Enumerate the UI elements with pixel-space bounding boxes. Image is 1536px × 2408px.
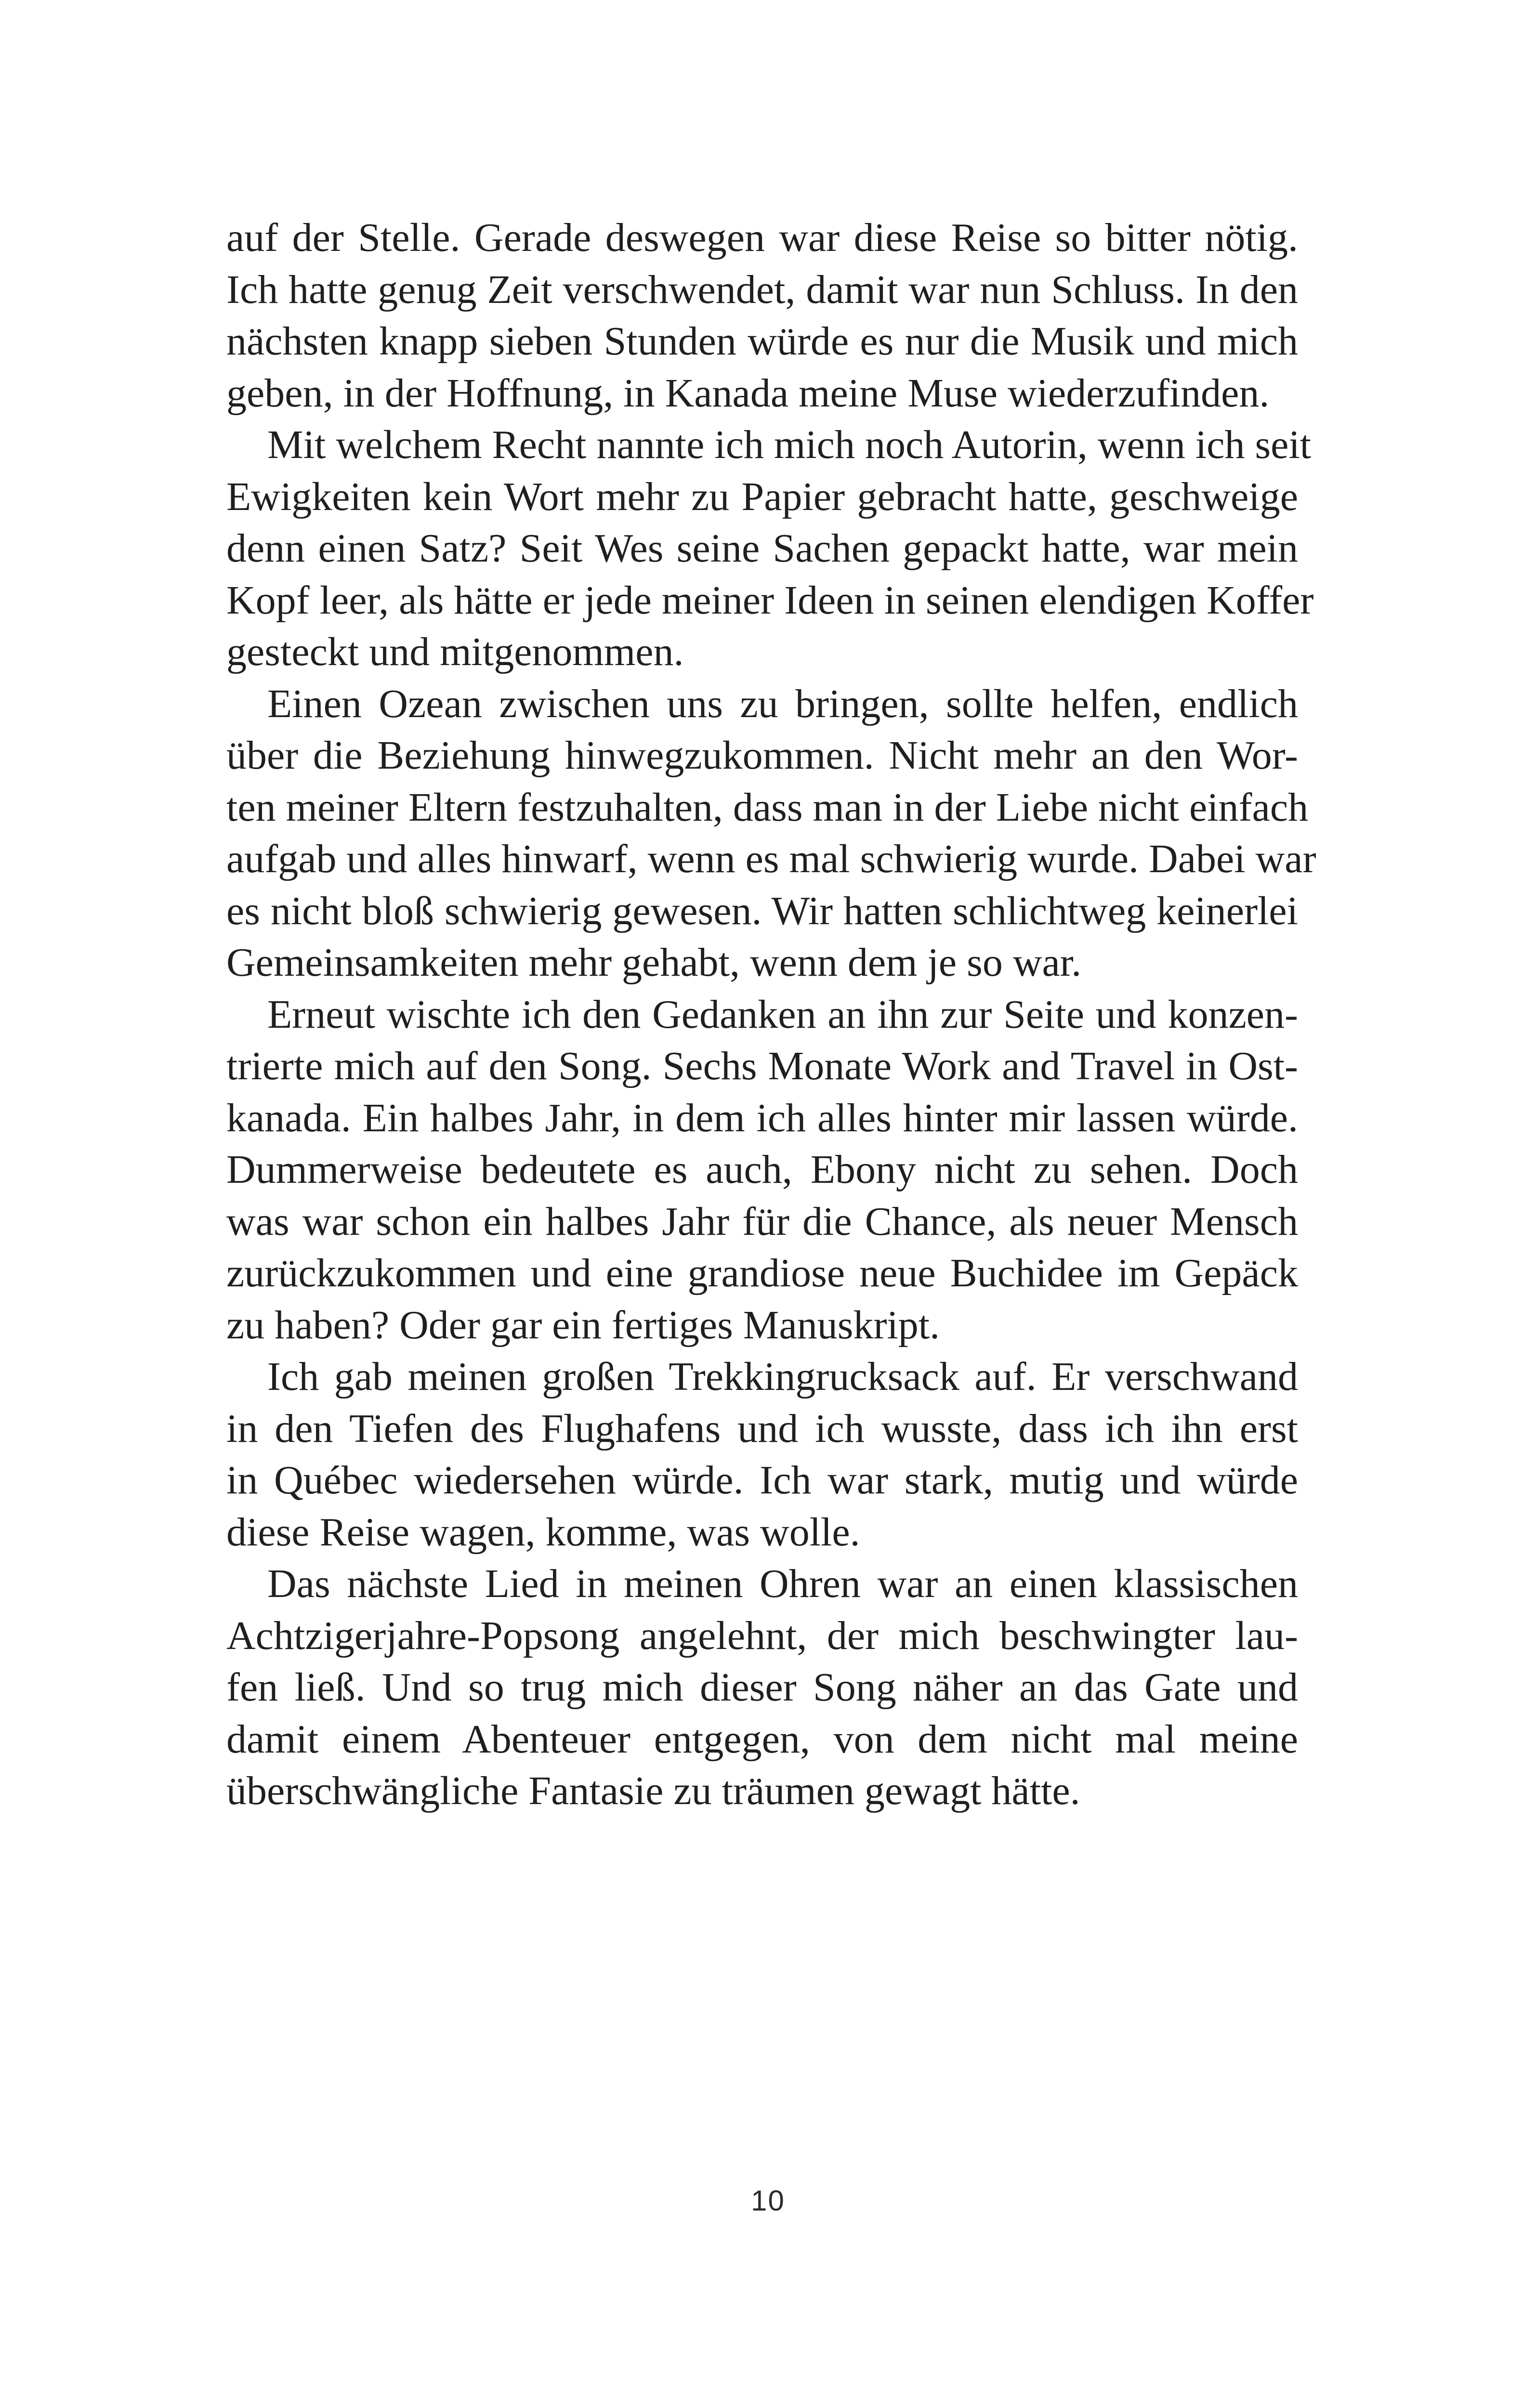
text-line: Mit welchem Recht nannte ich mich noch Autorin, wenn ich seit	[267, 422, 1312, 467]
page-number: 10	[751, 2185, 785, 2217]
text-line: fen ließ. Und so trug mich dieser Song näher an das Gate und	[226, 1665, 1298, 1710]
text-line: was war schon ein halbes Jahr für die Chance, als neuer Mensch	[226, 1199, 1298, 1244]
text-line: Achtzigerjahre-Popsong angelehnt, der mich beschwingter lau-	[226, 1613, 1298, 1658]
body-text	[226, 212, 1316, 1817]
text-line: Kopf leer, als hätte er jede meiner Ideen in seinen elendigen Koffer	[226, 577, 1314, 623]
text-line: denn einen Satz? Seit Wes seine Sachen gepackt hatte, war mein	[226, 526, 1298, 571]
text-line: auf der Stelle. Gerade deswegen war diese Reise so bitter nötig.	[226, 215, 1298, 260]
text-line: es nicht bloß schwierig gewesen. Wir hatten schlichtweg keinerlei	[226, 888, 1298, 933]
paragraph-3	[226, 678, 1316, 989]
paragraph-1	[226, 212, 1298, 419]
text-line: gesteckt und mitgenommen.	[226, 629, 684, 674]
paragraph-6	[226, 1558, 1298, 1817]
text-line: überschwängliche Fantasie zu träumen gewagt hätte.	[226, 1768, 1080, 1813]
text-line: Gemeinsamkeiten mehr gehabt, wenn dem je so war.	[226, 940, 1082, 985]
paragraph-5	[226, 1351, 1298, 1558]
text-line: Ich gab meinen großen Trekkingrucksack auf. Er verschwand	[267, 1354, 1298, 1399]
text-line: Ewigkeiten kein Wort mehr zu Papier gebracht hatte, geschweige	[226, 474, 1298, 519]
text-line: Erneut wischte ich den Gedanken an ihn zur Seite und konzen-	[267, 992, 1298, 1037]
text-line: zurückzukommen und eine grandiose neue Buchidee im Gepäck	[226, 1251, 1298, 1296]
text-line: aufgab und alles hinwarf, wenn es mal schwierig wurde. Dabei war	[226, 837, 1316, 881]
text-line: Ich hatte genug Zeit verschwendet, damit war nun Schluss. In den	[226, 267, 1298, 312]
paragraph-4	[226, 989, 1298, 1351]
text-line: in Québec wiedersehen würde. Ich war stark, mutig und würde	[226, 1458, 1298, 1503]
text-line: Dummerweise bedeutete es auch, Ebony nicht zu sehen. Doch	[226, 1147, 1298, 1192]
text-line: ten meiner Eltern festzuhalten, dass man in der Liebe nicht einfach	[226, 785, 1309, 830]
text-line: in den Tiefen des Flughafens und ich wusste, dass ich ihn erst	[226, 1406, 1298, 1451]
text-line: nächsten knapp sieben Stunden würde es nur die Musik und mich	[226, 319, 1298, 364]
text-line: über die Beziehung hinwegzukommen. Nicht mehr an den Wor-	[226, 733, 1298, 778]
paragraph-2	[226, 419, 1314, 678]
text-line: damit einem Abenteuer entgegen, von dem nicht mal meine	[226, 1716, 1298, 1762]
text-line: zu haben? Oder gar ein fertiges Manuskript.	[226, 1302, 940, 1348]
text-line: kanada. Ein halbes Jahr, in dem ich alles hinter mir lassen würde.	[226, 1095, 1298, 1140]
text-line: trierte mich auf den Song. Sechs Monate Work and Travel in Ost-	[226, 1044, 1298, 1088]
text-line: geben, in der Hoffnung, in Kanada meine Muse wiederzufinden.	[226, 370, 1270, 416]
text-line: Einen Ozean zwischen uns zu bringen, sollte helfen, endlich	[267, 681, 1298, 726]
text-line: Das nächste Lied in meinen Ohren war an einen klassischen	[267, 1561, 1298, 1606]
text-line: diese Reise wagen, komme, was wolle.	[226, 1509, 860, 1555]
